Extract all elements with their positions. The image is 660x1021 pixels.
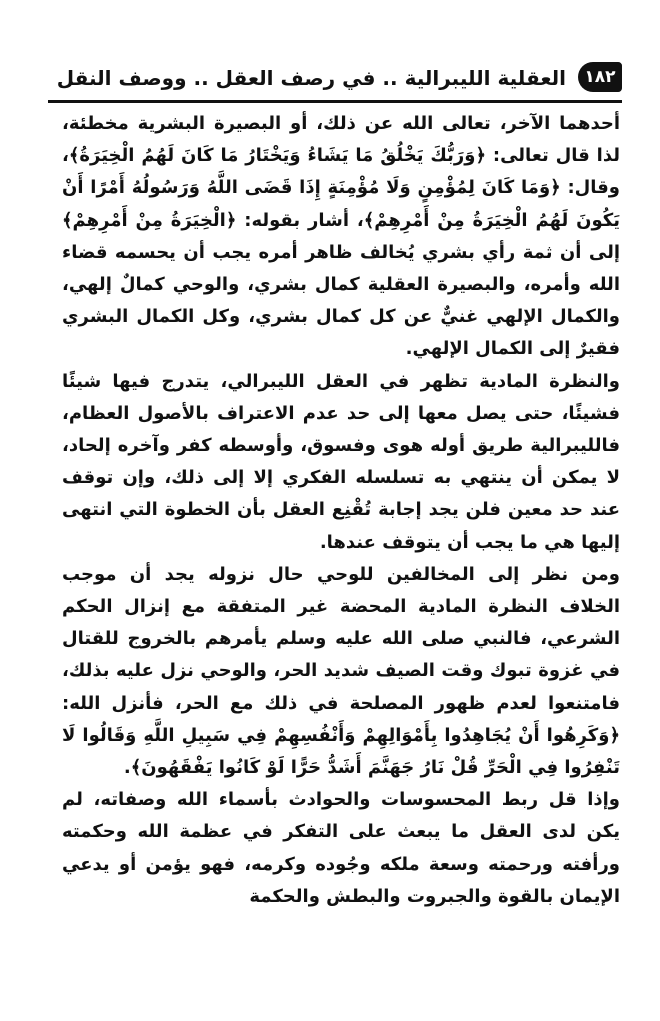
running-title: العقلية الليبرالية .. في رصف العقل .. ووصف النقل: [56, 66, 566, 90]
page-header: [48, 58, 622, 106]
header-rule: [48, 100, 622, 103]
paragraph-3: ومن نظر إلى المخالفين للوحي حال نزوله يجد أن موجب الخلاف النظرة المادية المحضة غير المتفقة مع إنزال الحكم الشرعي، فالنبي صلى الله عليه وسلم يأمرهم بالخروج للقتال في غزوة تبوك وقت الصيف شديد الحر، والوحي نزل عليه بذلك، فامتنعوا لعدم ظهور المصلحة في ذلك مع الحر، فأنزل الله: ﴿وَكَرِهُوا أَنْ يُجَاهِدُوا بِأَمْوَالِهِمْ وَأَنْفُسِهِمْ فِي سَبِيلِ اللَّهِ وَقَالُوا لَا تَنْفِرُوا فِي الْحَرِّ قُلْ نَارُ جَهَنَّمَ أَشَدُّ حَرًّا لَوْ كَانُوا يَفْقَهُونَ﴾.: [62, 563, 620, 779]
paragraph-4: وإذا قل ربط المحسوسات والحوادث بأسماء الله وصفاته، لم يكن لدى العقل ما يبعث على التفكر في عظمة الله وحكمته ورأفته ورحمته وسعة ملكه وجُوده وكرمه، فهو يؤمن أو يدعي الإيمان بالقوة والجبروت والبطش والحكمة: [62, 789, 620, 907]
paragraph-1: أحدهما الآخر، تعالى الله عن ذلك، أو البصيرة البشرية مخطئة، لذا قال تعالى: ﴿وَرَبُّكَ يَخْلُقُ مَا يَشَاءُ وَيَخْتَارُ مَا كَانَ لَهُمُ الْخِيَرَةُ﴾، وقال: ﴿وَمَا كَانَ لِمُؤْمِنٍ وَلَا مُؤْمِنَةٍ إِذَا قَضَى اللَّهُ وَرَسُولُهُ أَمْرًا أَنْ يَكُونَ لَهُمُ الْخِيَرَةُ مِنْ أَمْرِهِمْ﴾، أشار بقوله: ﴿الْخِيَرَةُ مِنْ أَمْرِهِمْ﴾ إلى أن ثمة رأي بشري يُخالف ظاهر أمره يجب أن يحسمه قضاء الله وأمره، والبصيرة العقلية كمال بشري، والوحي كمالٌ إلهي، والكمال الإلهي غنيٌّ عن كل كمال بشري، وكل الكمال البشري فقيرٌ إلى الكمال الإلهي.: [62, 113, 620, 360]
paragraph-2: والنظرة المادية تظهر في العقل الليبرالي، يتدرج فيها شيئًا فشيئًا، حتى يصل معها إلى حد عدم الاعتراف بالأصول العظام، فالليبرالية طريق أوله هوى وفسوق، وأوسطه كفر وآخره إلحاد، لا يمكن أن ينتهي به تسلسله الفكري إلا إلى ذلك، وإن توقف عند حد معين فلن يجد إجابة تُقْنِع العقل بأن الخطوة التي انتهى إليها هي ما يجب أن يتوقف عندها.: [62, 370, 620, 553]
page-body: [62, 108, 620, 913]
page-number: ١٨٢: [578, 62, 622, 92]
